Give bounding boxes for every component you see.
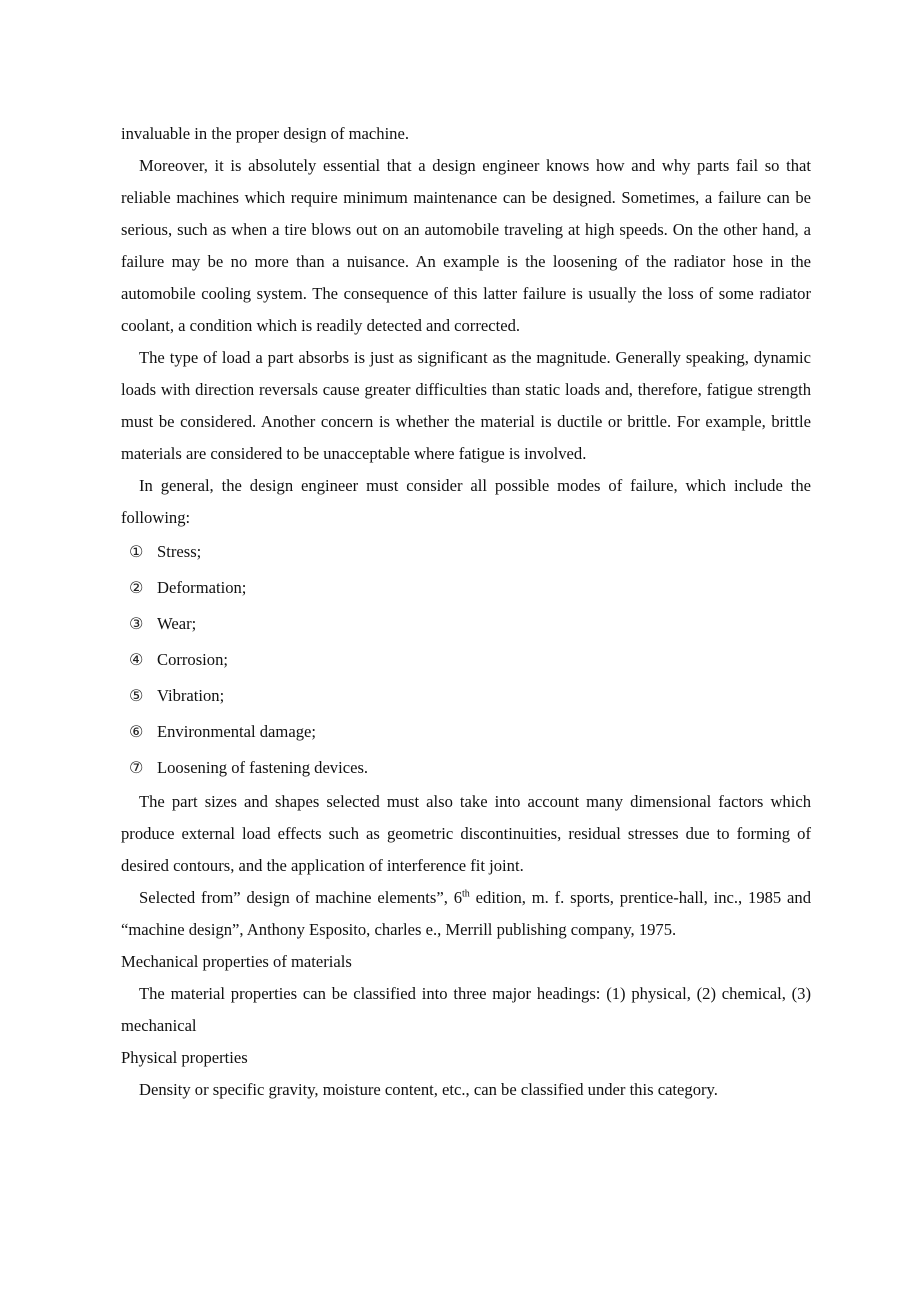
paragraph-continuation: invaluable in the proper design of machine.	[121, 124, 409, 143]
list-item	[121, 678, 811, 714]
list-item	[121, 606, 811, 642]
citation-paragraph	[121, 882, 811, 946]
list-number: ⑤	[129, 686, 144, 705]
paragraph-dimensional-factors: The part sizes and shapes selected must also take into account many dimensional factors which produce external load effects such as geometric discontinuities, residual stresses due to forming of desired contours, and the application of interference fit joint.	[121, 792, 811, 875]
heading-mechanical-properties: Mechanical properties of materials	[121, 952, 352, 971]
list-item-text: Wear;	[157, 614, 197, 633]
list-number: ③	[129, 614, 144, 633]
paragraph-failure-reasons: Moreover, it is absolutely essential that a design engineer knows how and why parts fail so that reliable machines which require minimum maintenance can be designed. Sometimes, a failure can be serious, such as when a tire blows out on an automobile traveling at high speeds. On the other hand, a failure may be no more than a nuisance. An example is the loosening of the radiator hose in the automobile cooling system. The consequence of this latter failure is usually the loss of some radiator coolant, a condition which is readily detected and corrected.	[121, 156, 811, 335]
list-item-text: Vibration;	[157, 686, 225, 705]
list-number: ⑦	[129, 758, 144, 777]
list-item-text: Corrosion;	[157, 650, 228, 669]
list-item-text: Environmental damage;	[157, 722, 316, 741]
citation-superscript: th	[462, 888, 470, 900]
list-item-text: Deformation;	[157, 578, 247, 597]
paragraph-property-classification: The material properties can be classified into three major headings: (1) physical, (2) chemical, (3) mechanical	[121, 984, 811, 1035]
heading-physical-properties: Physical properties	[121, 1048, 248, 1067]
document-page	[121, 118, 811, 1106]
list-item	[121, 534, 811, 570]
paragraph-physical-properties: Density or specific gravity, moisture content, etc., can be classified under this category.	[139, 1080, 718, 1099]
paragraph-failure-modes-intro: In general, the design engineer must consider all possible modes of failure, which include the following:	[121, 476, 811, 527]
citation-text-end: edition, m. f. sports, prentice-hall, inc., 1985 and “machine design”, Anthony Esposito, charles e., Merrill publishing company, 1975.	[121, 888, 812, 939]
list-item-text: Loosening of fastening devices.	[157, 758, 369, 777]
list-number: ①	[129, 542, 144, 561]
failure-modes-list	[121, 534, 811, 786]
paragraph-load-type: The type of load a part absorbs is just as significant as the magnitude. Generally speaking, dynamic loads with direction reversals cause greater difficulties than static loads and, therefore, fatigue strength must be considered. Another concern is whether the material is ductile or brittle. For example, brittle materials are considered to be unacceptable where fatigue is involved.	[121, 348, 811, 463]
list-item	[121, 750, 811, 786]
list-item	[121, 714, 811, 750]
list-item	[121, 570, 811, 606]
citation-text-start: Selected from” design of machine elements”, 6	[139, 888, 463, 907]
list-number: ⑥	[129, 722, 144, 741]
list-item-text: Stress;	[157, 542, 202, 561]
list-number: ④	[129, 650, 144, 669]
list-item	[121, 642, 811, 678]
list-number: ②	[129, 578, 144, 597]
